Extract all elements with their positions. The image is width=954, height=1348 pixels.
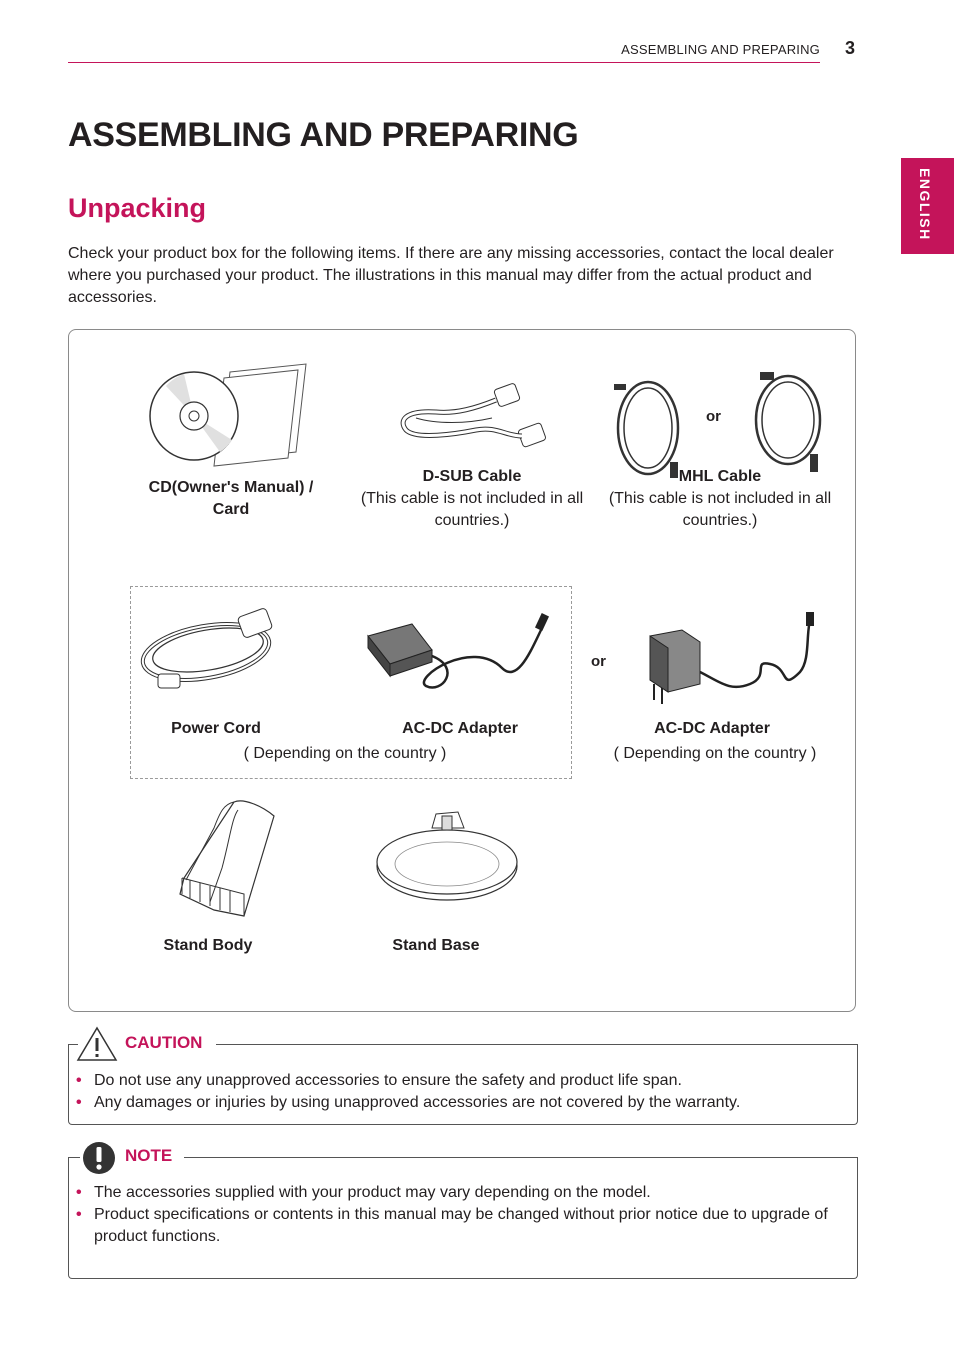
intro-paragraph: Check your product box for the following items. If there are any missing accessories, contact the local dealer where you purchased your product. The illustrations in this manual may differ from the actual product and accessories. [68, 245, 834, 306]
adapter-b-label: AC-DC Adapter [654, 720, 770, 737]
stand-base-label: Stand Base [392, 937, 480, 954]
note-top-rule [184, 1157, 858, 1158]
mhl-cable-b-illustration [752, 370, 826, 476]
language-tab [901, 158, 954, 254]
adapter-b-note: ( Depending on the country ) [613, 745, 817, 762]
note-item: • Product specifications or contents in this manual may be changed without prior notice due to upgrade of product functions. [76, 1204, 846, 1248]
cd-label-line2: Card [212, 501, 250, 518]
caution-title: CAUTION [125, 1033, 203, 1052]
dsub-note-line1: (This cable is not included in all [360, 490, 584, 507]
dsub-cable-illustration [396, 378, 550, 452]
adapter-a-label: AC-DC Adapter [402, 720, 518, 737]
cd-card-illustration [148, 360, 310, 472]
caution-warning-icon [76, 1026, 118, 1062]
page-title: ASSEMBLING AND PREPARING [68, 116, 579, 154]
note-top-rule-left [68, 1157, 80, 1158]
note-exclamation-icon [82, 1141, 116, 1175]
note-list [76, 1182, 846, 1248]
dsub-name: D-SUB Cable [422, 468, 522, 485]
adapter-a-note: ( Depending on the country ) [243, 745, 447, 762]
adapter-b-illustration [640, 612, 826, 704]
or-text-adapter: or [591, 653, 606, 670]
running-header: ASSEMBLING AND PREPARING [621, 42, 820, 57]
stand-body-illustration [174, 798, 280, 918]
caution-top-rule [216, 1044, 858, 1045]
mhl-note-line1: (This cable is not included in all [608, 490, 832, 507]
cd-label-line1: CD(Owner's Manual) / [148, 479, 314, 496]
language-tab-label: ENGLISH [917, 168, 933, 241]
stand-base-illustration [374, 808, 520, 904]
caution-list [76, 1070, 846, 1114]
mhl-note-line2: countries.) [682, 512, 758, 529]
note-title: NOTE [125, 1146, 173, 1165]
caution-item: • Do not use any unapproved accessories to ensure the safety and product life span. [76, 1070, 846, 1092]
or-text-mhl: or [706, 408, 721, 425]
dsub-note-line2: countries.) [434, 512, 510, 529]
note-item: • The accessories supplied with your product may vary depending on the model. [76, 1182, 846, 1204]
adapter-a-illustration [362, 608, 562, 694]
section-title: Unpacking [68, 193, 207, 223]
power-cord-illustration [136, 606, 282, 692]
page-number: 3 [845, 38, 856, 58]
stand-body-label: Stand Body [163, 937, 253, 954]
mhl-name: MHL Cable [678, 468, 762, 485]
power-cord-label: Power Cord [171, 720, 261, 737]
caution-item: • Any damages or injuries by using unapproved accessories are not covered by the warranty. [76, 1092, 846, 1114]
header-divider [68, 62, 820, 63]
